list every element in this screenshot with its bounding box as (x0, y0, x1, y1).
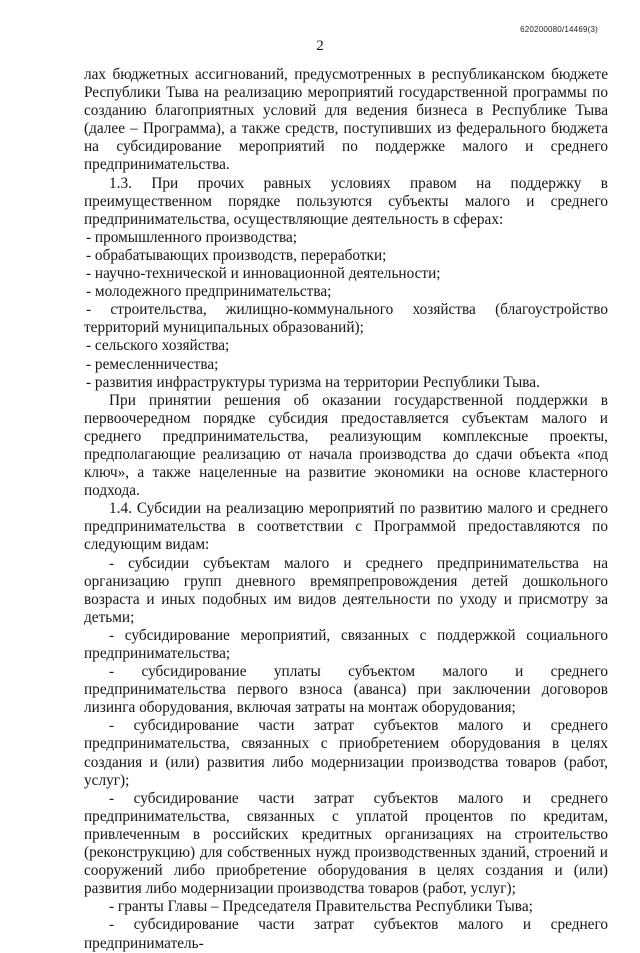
list-item-science-innovation: - научно-технической и инновационной деятельности; (86, 265, 441, 283)
paragraph-continuation: лах бюджетных ассигнований, предусмотренных в республиканском бюджете Республики Тыва на реализацию мероприятий государственной программы по созданию благоприятных условий для ведения бизнеса в Республике Тыва (далее – Программа), а также средств, поступивших из федерального бюджета на субсидирование мероприятий по поддержке малого и среднего предпринимательства. (84, 66, 608, 174)
list-item-tourism-infrastructure: - развития инфраструктуры туризма на территории Республики Тыва. (86, 373, 540, 391)
subsidy-item-leasing-advance: - субсидирование уплаты субъектом малого и среднего предпринимательства первого взноса (аванса) при заключении договоров лизинга оборудования, включая затраты на монтаж оборудования; (84, 663, 608, 717)
paragraph-priority-decision: При принятии решения об оказании государственной поддержки в первоочередном порядке субсидия предоставляется субъектам малого и среднего предпринимательства, реализующим комплексные проекты, предполагающие реализацию от начала производства до сдачи объекта «под ключ», а также нацеленные на развитие экономики на основе кластерного подхода. (84, 391, 608, 500)
document-body (84, 66, 608, 953)
list-item-construction-utilities: - строительства, жилищно-коммунального хозяйства (благоустройство территорий муниципальных образований); (84, 301, 608, 337)
subsidy-item-childcare-groups: - субсидии субъектам малого и среднего предпринимательства на организацию групп дневного времяпрепровождения детей дошкольного возраста и иных подобных им видов деятельности по уходу и присмотру за детьми; (84, 554, 608, 626)
list-item-industrial-production: - промышленного производства; (86, 228, 298, 246)
subsidy-item-equipment-costs: - субсидирование части затрат субъектов малого и среднего предпринимательства, связанных с приобретением оборудования в целях создания и (или) развития либо модернизации производства товаров (работ, услуг); (84, 717, 608, 789)
page-number: 2 (316, 38, 324, 54)
paragraph-1-3: 1.3. При прочих равных условиях правом на поддержку в преимущественном порядке пользуются субъекты малого и среднего предпринимательства, осуществляющие деятельность в сферах: (84, 174, 608, 228)
paragraph-1-4: 1.4. Субсидии на реализацию мероприятий по развитию малого и среднего предпринимательства в соответствии с Программой предоставляются по следующим видам: (84, 500, 608, 554)
subsidy-item-head-grants: - гранты Главы – Председателя Правительства Республики Тыва; (109, 898, 533, 916)
list-item-crafts: - ремесленничества; (86, 355, 219, 373)
subsidy-item-loan-interest: - субсидирование части затрат субъектов малого и среднего предпринимательства, связанных с уплатой процентов по кредитам, привлеченным в российских кредитных организациях на строительство (реконструкцию) для собственных нужд производственных зданий, строений и сооружений либо приобретение оборудования в целях создания и (или) развития либо модернизации производства товаров (работ, услуг); (84, 789, 608, 898)
subsidy-item-cost-subsidy-continued: - субсидирование части затрат субъектов малого и среднего предприниматель- (84, 916, 608, 952)
list-item-processing: - обрабатывающих производств, переработки; (86, 246, 387, 264)
list-item-agriculture: - сельского хозяйства; (86, 337, 230, 355)
document-number: 620200080/14469(3) (520, 25, 598, 34)
list-item-youth-business: - молодежного предпринимательства; (86, 283, 332, 301)
subsidy-item-social-business: - субсидирование мероприятий, связанных с поддержкой социального предпринимательства; (84, 626, 608, 662)
